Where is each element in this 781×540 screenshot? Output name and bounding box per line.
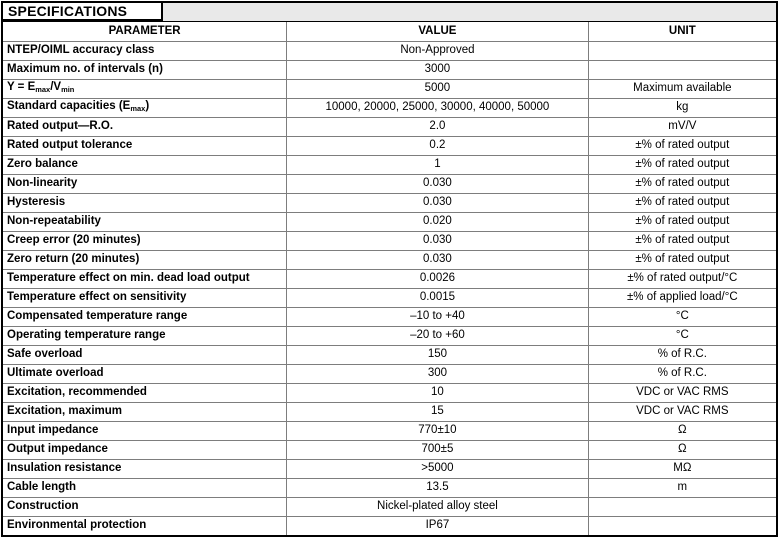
cell-value: Nickel-plated alloy steel [287, 497, 588, 516]
cell-unit: Maximum available [588, 79, 776, 98]
cell-value: 10000, 20000, 25000, 30000, 40000, 50000 [287, 98, 588, 117]
cell-parameter: Operating temperature range [3, 326, 287, 345]
cell-parameter: Temperature effect on min. dead load output [3, 269, 287, 288]
cell-parameter: Construction [3, 497, 287, 516]
cell-value: 13.5 [287, 478, 588, 497]
table-row [3, 136, 776, 155]
table-row [3, 41, 776, 60]
cell-value: 10 [287, 383, 588, 402]
cell-parameter: Temperature effect on sensitivity [3, 288, 287, 307]
cell-unit: ±% of rated output [588, 155, 776, 174]
table-title: SPECIFICATIONS [3, 3, 163, 21]
table-row [3, 155, 776, 174]
table-row [3, 383, 776, 402]
cell-parameter: $Y = E_{max}/V_{min}$ [3, 79, 287, 98]
column-header-unit: UNIT [588, 22, 776, 41]
cell-unit: ±% of rated output [588, 250, 776, 269]
table-row [3, 269, 776, 288]
cell-unit: °C [588, 307, 776, 326]
column-header-value: VALUE [287, 22, 588, 41]
cell-parameter: Excitation, maximum [3, 402, 287, 421]
table-row [3, 117, 776, 136]
cell-unit: °C [588, 326, 776, 345]
table-row [3, 307, 776, 326]
table-row [3, 174, 776, 193]
cell-value: 1 [287, 155, 588, 174]
cell-unit [588, 497, 776, 516]
cell-value: 300 [287, 364, 588, 383]
table-row [3, 98, 776, 117]
cell-unit: m [588, 478, 776, 497]
cell-parameter: Creep error (20 minutes) [3, 231, 287, 250]
cell-unit: ±% of rated output [588, 174, 776, 193]
table-row [3, 60, 776, 79]
table-row [3, 193, 776, 212]
cell-value: –20 to +60 [287, 326, 588, 345]
table-row [3, 212, 776, 231]
cell-value: 0.030 [287, 250, 588, 269]
column-header-parameter: PARAMETER [3, 22, 287, 41]
cell-parameter: Ultimate overload [3, 364, 287, 383]
cell-value: 770±10 [287, 421, 588, 440]
table-row [3, 326, 776, 345]
specifications-table [1, 1, 778, 537]
cell-value: >5000 [287, 459, 588, 478]
cell-value: 5000 [287, 79, 588, 98]
table-row [3, 440, 776, 459]
cell-parameter: Output impedance [3, 440, 287, 459]
table-row [3, 250, 776, 269]
cell-parameter: Excitation, recommended [3, 383, 287, 402]
table-row [3, 516, 776, 535]
cell-value: 3000 [287, 60, 588, 79]
cell-parameter: Non-repeatability [3, 212, 287, 231]
cell-parameter: Maximum no. of intervals (n) [3, 60, 287, 79]
cell-parameter: Insulation resistance [3, 459, 287, 478]
cell-parameter: NTEP/OIML accuracy class [3, 41, 287, 60]
cell-value: 0.0026 [287, 269, 588, 288]
cell-parameter: Compensated temperature range [3, 307, 287, 326]
cell-unit: ±% of rated output/°C [588, 269, 776, 288]
table-row [3, 79, 776, 98]
table-row [3, 364, 776, 383]
cell-value: 0.0015 [287, 288, 588, 307]
table-row [3, 345, 776, 364]
cell-unit: VDC or VAC RMS [588, 383, 776, 402]
cell-parameter: Safe overload [3, 345, 287, 364]
cell-parameter: Rated output tolerance [3, 136, 287, 155]
cell-value: 0.020 [287, 212, 588, 231]
cell-value: Non-Approved [287, 41, 588, 60]
cell-unit: Ω [588, 440, 776, 459]
cell-value: IP67 [287, 516, 588, 535]
cell-unit: ±% of rated output [588, 193, 776, 212]
cell-unit: MΩ [588, 459, 776, 478]
cell-value: 700±5 [287, 440, 588, 459]
table-row [3, 402, 776, 421]
cell-value: 150 [287, 345, 588, 364]
cell-unit [588, 516, 776, 535]
cell-unit: ±% of rated output [588, 231, 776, 250]
cell-unit [588, 60, 776, 79]
cell-parameter: Rated output—R.O. [3, 117, 287, 136]
table-title-bar [3, 3, 776, 22]
table-row [3, 459, 776, 478]
specifications-grid [3, 22, 776, 535]
cell-parameter: Zero balance [3, 155, 287, 174]
cell-parameter: Non-linearity [3, 174, 287, 193]
cell-parameter: Standard capacities $(E_{max})$ [3, 98, 287, 117]
cell-value: 0.030 [287, 231, 588, 250]
table-row [3, 288, 776, 307]
cell-parameter: Zero return (20 minutes) [3, 250, 287, 269]
cell-unit: % of R.C. [588, 345, 776, 364]
cell-unit [588, 41, 776, 60]
cell-parameter: Environmental protection [3, 516, 287, 535]
cell-value: 0.030 [287, 193, 588, 212]
table-row [3, 497, 776, 516]
cell-value: 0.030 [287, 174, 588, 193]
cell-parameter: Cable length [3, 478, 287, 497]
cell-value: 2.0 [287, 117, 588, 136]
cell-value: 15 [287, 402, 588, 421]
cell-value: 0.2 [287, 136, 588, 155]
cell-unit: mV/V [588, 117, 776, 136]
cell-value: –10 to +40 [287, 307, 588, 326]
cell-parameter: Input impedance [3, 421, 287, 440]
cell-unit: ±% of rated output [588, 212, 776, 231]
cell-unit: % of R.C. [588, 364, 776, 383]
cell-unit: ±% of applied load/°C [588, 288, 776, 307]
table-row [3, 421, 776, 440]
cell-unit: VDC or VAC RMS [588, 402, 776, 421]
cell-parameter: Hysteresis [3, 193, 287, 212]
table-row [3, 478, 776, 497]
cell-unit: Ω [588, 421, 776, 440]
cell-unit: kg [588, 98, 776, 117]
table-row [3, 231, 776, 250]
header-row [3, 22, 776, 41]
cell-unit: ±% of rated output [588, 136, 776, 155]
